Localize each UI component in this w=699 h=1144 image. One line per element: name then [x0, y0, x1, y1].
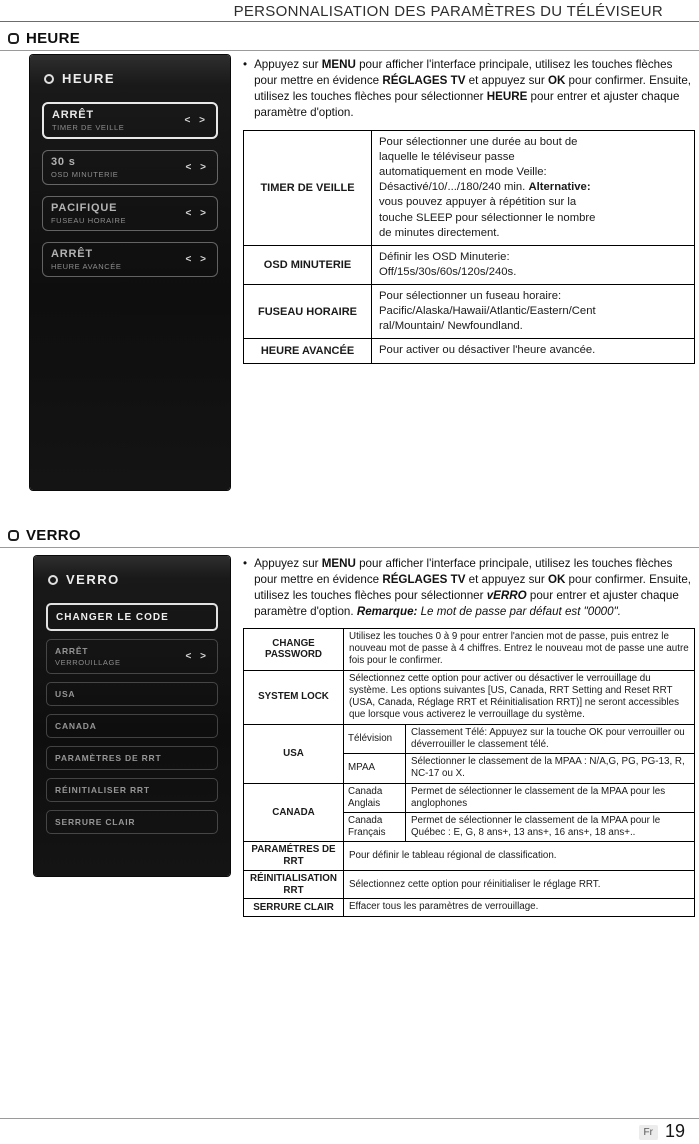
table-desc-cell: Définir les OSD Minuterie: Off/15s/30s/60s/120s/240s.: [372, 245, 695, 284]
section-rule: [0, 50, 699, 51]
tv-menu-item-value: PACIFIQUE: [51, 202, 118, 214]
instruction-segment: HEURE: [486, 89, 528, 103]
header-rule: [0, 21, 699, 22]
instruction-segment: pour afficher l'interface principale, utilisez les touches flèches pour mettre en évidence: [254, 557, 673, 586]
section-bullet-icon: [8, 530, 19, 541]
desc-segment: Alternative:: [528, 181, 591, 194]
instruction-segment: Appuyez sur: [254, 58, 322, 71]
table-row: [244, 339, 695, 363]
table-row: [244, 899, 695, 916]
tv-menu-item: [42, 196, 218, 231]
tv-menu-item: [46, 778, 218, 802]
tv-menu-item: [42, 150, 218, 185]
table-desc-cell: Utilisez les touches 0 à 9 pour entrer l'ancien mot de passe, puis entrez le nouveau mot de passe à 4 chiffres. Entrez le nouveau mot de passe une autre fois pour le confirmer.: [344, 628, 695, 670]
table-row: [244, 285, 695, 339]
table-sub-cell: Canada Français: [344, 812, 406, 841]
section-header-heure: [8, 30, 80, 47]
tv-menu-item-text: [51, 248, 121, 271]
table-desc-cell: Sélectionnez cette option pour activer ou désactiver le verrouillage du système. Les options suivantes [US, Canada, RRT Setting and Reset RRT (USA, Canada, Réglage RRT et Réinitialisation RRT)] ne seront accessibles que lorsque vous activerez le verrouillage du système.: [344, 670, 695, 724]
tv-menu-item-value: ARRÊT: [52, 109, 94, 121]
table-desc-cell: Pour définir le tableau régional de classification.: [344, 842, 695, 871]
instruction-segment: RÉGLAGES TV: [382, 73, 466, 87]
tv-menu-item: [46, 810, 218, 834]
instruction-segment: pour confirmer. Ensuite, utilisez les touches flèches pour sélectionner: [254, 572, 691, 602]
tv-menu-item: [46, 714, 218, 738]
table-row: [244, 724, 695, 753]
instruction-paragraph: [254, 57, 697, 121]
tv-menu-item-value: 30 s: [51, 156, 76, 168]
table-row: [244, 628, 695, 670]
tv-menu-screenshot-verro: [34, 556, 230, 876]
tv-menu-item-text: [51, 202, 126, 225]
table-label-cell: CANADA: [244, 783, 344, 842]
table-desc-cell: Permet de sélectionner le classement de la MPAA pour le Québec : E, G, 8 ans+, 13 ans+, 16 ans+, 18 ans+..: [406, 812, 695, 841]
table-desc-cell: Sélectionnez cette option pour réinitialiser le réglage RRT.: [344, 870, 695, 899]
table-desc-cell: Classement Télé: Appuyez sur la touche OK pour verrouiller ou déverrouiller le classement télé.: [406, 724, 695, 753]
table-desc-cell: Permet de sélectionner le classement de la MPAA pour les anglophones: [406, 783, 695, 812]
instruction-text: [243, 57, 697, 121]
tv-menu-item: [46, 682, 218, 706]
instruction-segment: OK: [547, 572, 566, 586]
tv-menu-item-value: CHANGER LE CODE: [56, 611, 169, 623]
section-title: HEURE: [26, 30, 81, 47]
table-row: [244, 842, 695, 871]
verro-instructions: [243, 556, 697, 917]
instruction-segment: MENU: [321, 557, 356, 570]
heure-table: [243, 130, 695, 364]
table-desc-cell: Sélectionner le classement de la MPAA : N/A,G, PG, PG-13, R, NC-17 ou X.: [406, 754, 695, 783]
tv-menu-item-label: HEURE AVANCÉE: [51, 262, 122, 271]
tv-menu-header: [48, 572, 218, 587]
instruction-segment: MENU: [321, 58, 356, 71]
table-row: [244, 130, 695, 245]
table-label-cell: PARAMÉTRES DE RRT: [244, 842, 344, 871]
tv-menu-item: [42, 242, 218, 277]
bullet-marker: •: [243, 557, 248, 570]
table-label-cell: FUSEAU HORAIRE: [244, 285, 372, 339]
table-sub-cell: Télévision: [344, 724, 406, 753]
tv-menu-item-label: TIMER DE VEILLE: [52, 123, 125, 132]
instruction-segment: OK: [547, 73, 566, 87]
section-bullet-icon: [8, 33, 19, 44]
instruction-segment: pour confirmer. Ensuite, utilisez les touches flèches pour sélectionner: [254, 73, 691, 103]
tv-menu-item-text: [55, 646, 121, 667]
desc-segment: Pour sélectionner une durée au bout de laquelle le téléviseur passe automatiquement en mode Veille: Désactivé/10/.../180/240 min.: [379, 135, 578, 194]
table-desc-cell: Effacer tous les paramètres de verrouillage.: [344, 899, 695, 916]
tv-menu-item-text: [51, 156, 118, 179]
instruction-segment: Appuyez sur: [254, 557, 322, 570]
table-row: [244, 245, 695, 284]
table-label-cell: SYSTEM LOCK: [244, 670, 344, 724]
tv-menu-item-value: SERRURE CLAIR: [55, 817, 136, 827]
left-right-arrows-icon: < >: [185, 208, 209, 219]
tv-menu-title: HEURE: [62, 71, 116, 86]
tv-menu-item-value: CANADA: [55, 721, 97, 731]
tv-menu-item-label: VERROUILLAGE: [55, 658, 121, 667]
section-header-verro: [8, 527, 81, 544]
tv-menu-item: [46, 603, 218, 631]
heure-instructions: [243, 57, 697, 364]
bullet-marker: •: [243, 58, 248, 71]
table-label-cell: OSD MINUTERIE: [244, 245, 372, 284]
page-number: 19: [664, 1121, 685, 1141]
instruction-paragraph: [254, 556, 697, 620]
left-right-arrows-icon: < >: [184, 115, 208, 126]
instruction-segment: vERRO: [486, 588, 527, 602]
left-right-arrows-icon: < >: [185, 254, 209, 265]
tv-menu-item-value: PARAMÈTRES DE RRT: [55, 753, 162, 763]
tv-menu-item-label: OSD MINUTERIE: [51, 170, 119, 179]
tv-menu-item-value: RÉINITIALISER RRT: [55, 785, 150, 795]
tv-menu-item: [46, 746, 218, 770]
table-label-cell: USA: [244, 724, 344, 783]
tv-menu-title: VERRO: [66, 572, 120, 587]
table-sub-cell: MPAA: [344, 754, 406, 783]
instruction-segment: Le mot de passe par défaut est "0000".: [417, 604, 621, 618]
section-rule: [0, 547, 699, 548]
footer-rule: [0, 1118, 699, 1119]
tv-menu-item-value: USA: [55, 689, 76, 699]
circle-icon: [48, 575, 58, 585]
instruction-segment: Remarque:: [356, 604, 418, 618]
instruction-segment: pour afficher l'interface principale, utilisez les touches flèches pour mettre en évidence: [254, 58, 673, 87]
section-title: VERRO: [26, 527, 81, 544]
instruction-segment: pour entrer et ajuster chaque paramètre d'option.: [254, 588, 679, 618]
language-badge: Fr: [639, 1125, 658, 1140]
instruction-segment: RÉGLAGES TV: [382, 572, 466, 586]
table-desc-cell: [372, 130, 695, 245]
left-right-arrows-icon: < >: [185, 651, 209, 662]
tv-menu-item-text: [52, 109, 124, 132]
page-title: PERSONNALISATION DES PARAMÈTRES DU TÉLÉVISEUR: [233, 3, 663, 20]
page-footer: [639, 1122, 685, 1140]
table-label-cell: HEURE AVANCÉE: [244, 339, 372, 363]
table-row: [244, 670, 695, 724]
desc-segment: vous pouvez appuyer à répétition sur la touche SLEEP pour sélectionner le nombre de minutes directement.: [379, 196, 596, 239]
circle-icon: [44, 74, 54, 84]
table-row: [244, 870, 695, 899]
tv-menu-header: [44, 71, 218, 86]
table-label-cell: TIMER DE VEILLE: [244, 130, 372, 245]
table-row: [244, 783, 695, 812]
table-desc-cell: Pour sélectionner un fuseau horaire: Pacific/Alaska/Hawaii/Atlantic/Eastern/Central/Mountain/ Newfoundland.: [372, 285, 695, 339]
table-label-cell: SERRURE CLAIR: [244, 899, 344, 916]
table-label-cell: RÉINITIALISATION RRT: [244, 870, 344, 899]
tv-menu-screenshot-heure: [30, 55, 230, 490]
tv-menu-item-value: ARRÊT: [55, 646, 89, 656]
tv-menu-item-label: FUSEAU HORAIRE: [51, 216, 127, 225]
table-label-cell: CHANGE PASSWORD: [244, 628, 344, 670]
tv-menu-item: [46, 639, 218, 674]
instruction-text: [243, 556, 697, 620]
instruction-segment: et appuyez sur: [465, 572, 548, 586]
instruction-segment: et appuyez sur: [465, 73, 548, 87]
left-right-arrows-icon: < >: [185, 162, 209, 173]
table-sub-cell: Canada Anglais: [344, 783, 406, 812]
tv-menu-item: [42, 102, 218, 139]
instruction-segment: pour entrer et ajuster chaque paramètre d'option.: [254, 89, 680, 119]
table-desc-cell: Pour activer ou désactiver l'heure avancée.: [372, 339, 695, 363]
verro-table: [243, 628, 695, 917]
tv-menu-item-value: ARRÊT: [51, 248, 93, 260]
